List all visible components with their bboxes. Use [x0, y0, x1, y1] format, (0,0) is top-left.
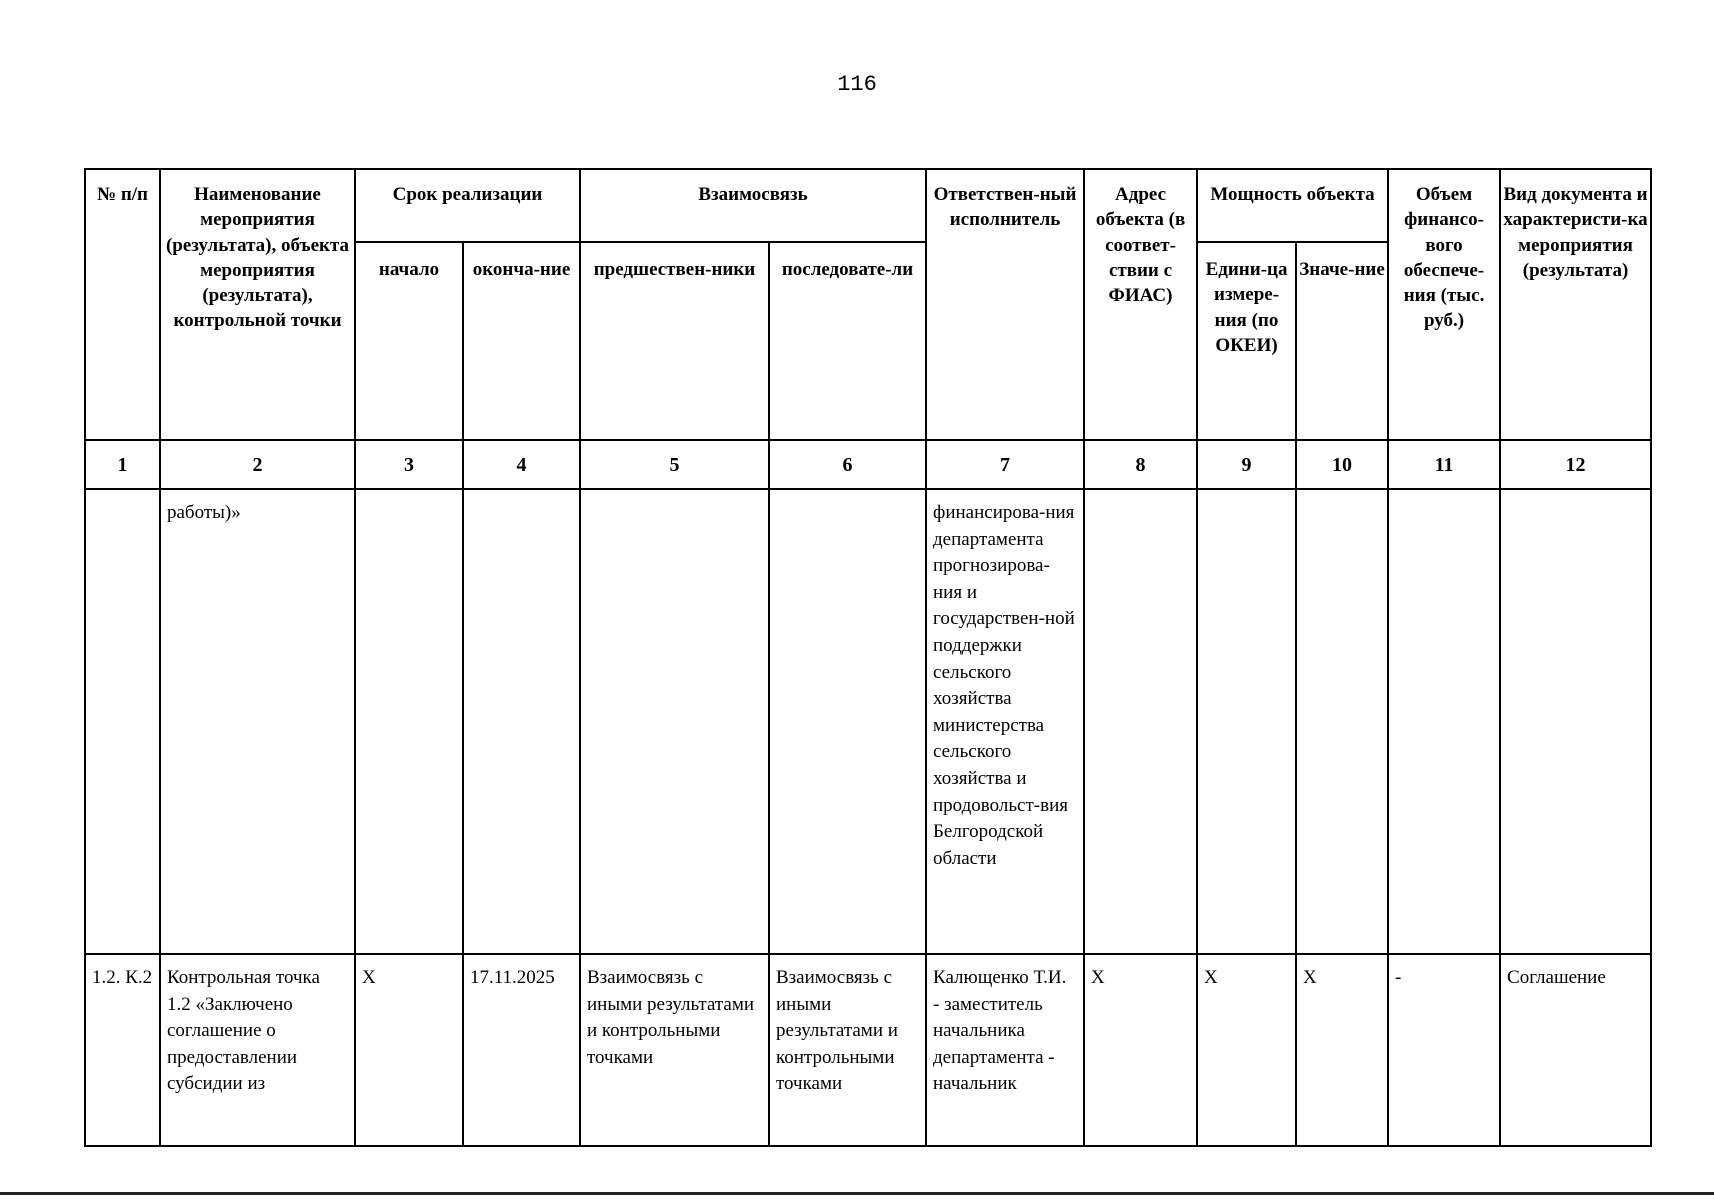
header-predecessors: предшествен-ники — [580, 242, 769, 440]
header-executor: Ответствен-ный исполнитель — [926, 169, 1084, 440]
header-unit: Едини-ца измере-ния (по ОКЕИ) — [1197, 242, 1296, 440]
cell-start: Х — [355, 954, 463, 1146]
header-term-group: Срок реализации — [355, 169, 580, 242]
cell-doc-type: Соглашение — [1500, 954, 1651, 1146]
column-number: 2 — [160, 440, 355, 489]
cell-executor: Калющенко Т.И. - заместитель начальника департамента - начальник — [926, 954, 1084, 1146]
page-bottom-border — [0, 1192, 1714, 1195]
cell-address — [1084, 489, 1197, 954]
table-row — [85, 489, 1651, 954]
column-number: 1 — [85, 440, 160, 489]
cell-num: 1.2. К.2 — [85, 954, 160, 1146]
column-number: 3 — [355, 440, 463, 489]
column-number: 9 — [1197, 440, 1296, 489]
column-number: 5 — [580, 440, 769, 489]
header-relation-group: Взаимосвязь — [580, 169, 926, 242]
cell-finance — [1388, 489, 1500, 954]
cell-value: Х — [1296, 954, 1388, 1146]
header-successors: последовате-ли — [769, 242, 926, 440]
cell-successors — [769, 489, 926, 954]
cell-address: Х — [1084, 954, 1197, 1146]
cell-name: работы)» — [160, 489, 355, 954]
header-name: Наименование мероприятия (результата), объекта мероприятия (результата), контрольной точки — [160, 169, 355, 440]
header-end: оконча-ние — [463, 242, 580, 440]
header-address: Адрес объекта (в соответ-ствии с ФИАС) — [1084, 169, 1197, 440]
cell-end: 17.11.2025 — [463, 954, 580, 1146]
header-doc-type: Вид документа и характеристи-ка мероприятия (результата) — [1500, 169, 1651, 440]
cell-executor: финансирова-ния департамента прогнозирова-ния и государствен-ной поддержки сельского хозяйства министерства сельского хозяйства и продовольст-вия Белгородской области — [926, 489, 1084, 954]
events-table — [84, 168, 1652, 1147]
header-num: № п/п — [85, 169, 160, 440]
cell-value — [1296, 489, 1388, 954]
header-finance: Объем финансо-вого обеспече-ния (тыс. руб.) — [1388, 169, 1500, 440]
cell-finance: - — [1388, 954, 1500, 1146]
header-start: начало — [355, 242, 463, 440]
cell-successors: Взаимосвязь с иными результатами и контрольными точками — [769, 954, 926, 1146]
cell-end — [463, 489, 580, 954]
header-value: Значе-ние — [1296, 242, 1388, 440]
header-capacity-group: Мощность объекта — [1197, 169, 1388, 242]
cell-unit — [1197, 489, 1296, 954]
page-number: 116 — [837, 72, 877, 97]
column-number: 10 — [1296, 440, 1388, 489]
column-number-row — [85, 440, 1651, 489]
column-number: 6 — [769, 440, 926, 489]
cell-predecessors: Взаимосвязь с иными результатами и контрольными точками — [580, 954, 769, 1146]
column-number: 4 — [463, 440, 580, 489]
column-number: 8 — [1084, 440, 1197, 489]
table-row — [85, 954, 1651, 1146]
column-number: 11 — [1388, 440, 1500, 489]
cell-unit: Х — [1197, 954, 1296, 1146]
cell-name: Контрольная точка 1.2 «Заключено соглашение о предоставлении субсидии из — [160, 954, 355, 1146]
cell-num — [85, 489, 160, 954]
cell-predecessors — [580, 489, 769, 954]
header-row-1 — [85, 169, 1651, 242]
column-number: 12 — [1500, 440, 1651, 489]
column-number: 7 — [926, 440, 1084, 489]
cell-doc-type — [1500, 489, 1651, 954]
cell-start — [355, 489, 463, 954]
